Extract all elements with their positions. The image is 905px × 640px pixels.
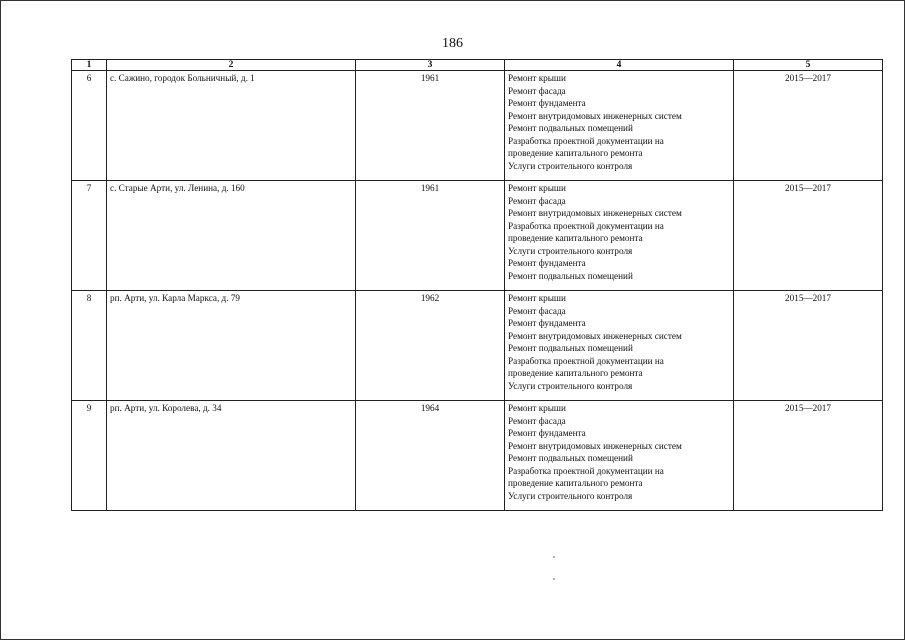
- table-row: [72, 401, 883, 511]
- work-item: Ремонт внутридомовых инженерных систем: [508, 330, 682, 341]
- row-year: 1961: [356, 71, 505, 181]
- row-address: с. Старые Арти, ул. Ленина, д. 160: [107, 181, 356, 291]
- work-item: Разработка проектной документации на: [508, 135, 664, 146]
- row-period: 2015—2017: [734, 181, 883, 291]
- row-works: [505, 181, 734, 291]
- row-address: рп. Арти, ул. Карла Маркса, д. 79: [107, 291, 356, 401]
- work-item: Разработка проектной документации на: [508, 355, 664, 366]
- work-item: Ремонт фундамента: [508, 98, 586, 108]
- work-item: Ремонт фасада: [508, 305, 566, 316]
- work-item: Ремонт фундамента: [508, 428, 586, 438]
- table-header-row: [72, 60, 883, 71]
- scan-speck: [553, 578, 555, 580]
- header-col-3: 3: [356, 60, 505, 71]
- row-address: с. Сажино, городок Больничный, д. 1: [107, 71, 356, 181]
- table-row: [72, 181, 883, 291]
- work-item: Ремонт подвальных помещений: [508, 123, 633, 133]
- table-row: [72, 291, 883, 401]
- header-col-5: 5: [734, 60, 883, 71]
- scan-speck: [553, 556, 555, 558]
- work-item: Ремонт внутридомовых инженерных систем: [508, 440, 682, 451]
- work-item: проведение капитального ремонта: [508, 478, 643, 488]
- row-year: 1961: [356, 181, 505, 291]
- work-item: проведение капитального ремонта: [508, 148, 643, 158]
- row-year: 1962: [356, 291, 505, 401]
- repair-schedule-table: [71, 59, 883, 511]
- work-item: Ремонт крыши: [508, 403, 566, 413]
- work-item: Услуги строительного контроля: [508, 245, 633, 256]
- work-item: Ремонт внутридомовых инженерных систем: [508, 110, 682, 121]
- row-number: 6: [72, 71, 107, 181]
- work-item: Ремонт внутридомовых инженерных систем: [508, 208, 682, 218]
- row-period: 2015—2017: [734, 401, 883, 511]
- table-row: [72, 71, 883, 181]
- work-item: Ремонт фасада: [508, 85, 566, 96]
- row-number: 9: [72, 401, 107, 511]
- header-col-1: 1: [72, 60, 107, 71]
- row-works: [505, 401, 734, 511]
- work-item: Разработка проектной документации на: [508, 465, 664, 476]
- work-item: Ремонт подвальных помещений: [508, 270, 633, 281]
- row-works: [505, 71, 734, 181]
- work-item: проведение капитального ремонта: [508, 368, 643, 378]
- row-period: 2015—2017: [734, 71, 883, 181]
- work-item: Ремонт подвальных помещений: [508, 453, 633, 463]
- row-period: 2015—2017: [734, 291, 883, 401]
- page-number: 186: [442, 36, 463, 51]
- work-item: проведение капитального ремонта: [508, 233, 643, 243]
- work-item: Услуги строительного контроля: [508, 490, 633, 501]
- work-item: Ремонт крыши: [508, 183, 566, 193]
- row-number: 7: [72, 181, 107, 291]
- work-item: Ремонт фундамента: [508, 258, 586, 268]
- work-item: Ремонт фасада: [508, 195, 566, 206]
- work-item: Ремонт крыши: [508, 293, 566, 303]
- row-number: 8: [72, 291, 107, 401]
- header-col-2: 2: [107, 60, 356, 71]
- work-item: Ремонт фасада: [508, 415, 566, 426]
- work-item: Разработка проектной документации на: [508, 220, 664, 231]
- row-works: [505, 291, 734, 401]
- header-col-4: 4: [505, 60, 734, 71]
- work-item: Услуги строительного контроля: [508, 160, 633, 171]
- work-item: Ремонт подвальных помещений: [508, 343, 633, 353]
- work-item: Ремонт крыши: [508, 73, 566, 83]
- work-item: Услуги строительного контроля: [508, 380, 633, 391]
- row-address: рп. Арти, ул. Королева, д. 34: [107, 401, 356, 511]
- row-year: 1964: [356, 401, 505, 511]
- work-item: Ремонт фундамента: [508, 318, 586, 328]
